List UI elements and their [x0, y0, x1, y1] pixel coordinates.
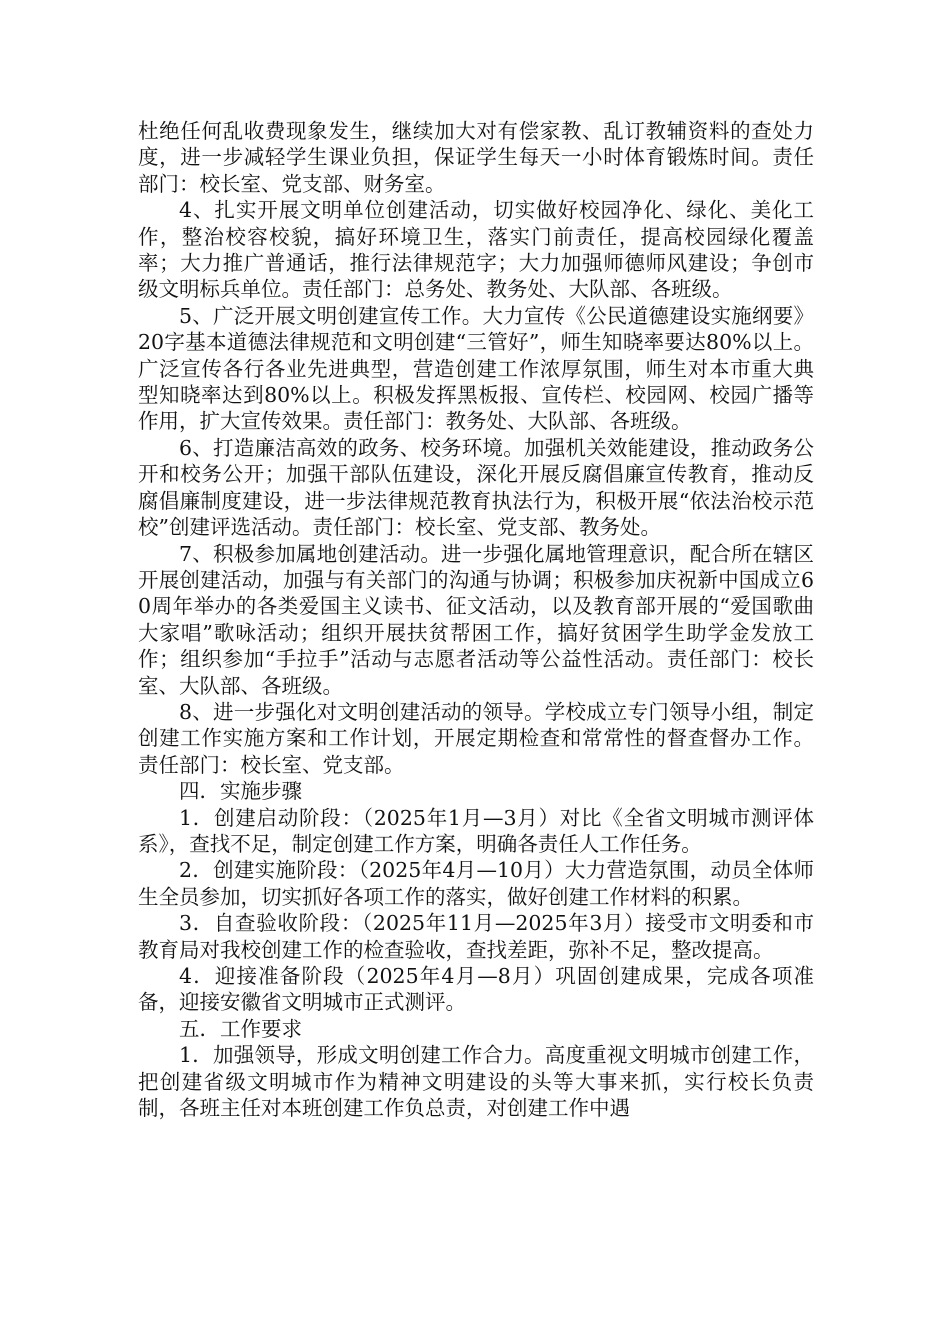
- paragraph-continuation: 杜绝任何乱收费现象发生，继续加大对有偿家教、乱订教辅资料的查处力度，进一步减轻学生课业负担，保证学生每天一小时体育锻炼时间。责任部门：校长室、党支部、财务室。: [138, 119, 814, 196]
- paragraph-item-7: 7、积极参加属地创建活动。进一步强化属地管理意识，配合所在辖区开展创建活动，加强与有关部门的沟通与协调；积极参加庆祝新中国成立60周年举办的各类爱国主义读书、征文活动，以及教育部开展的“爱国歌曲大家唱”歌咏活动；组织开展扶贫帮困工作，搞好贫困学生助学金发放工作；组织参加“手拉手”活动与志愿者活动等公益性活动。责任部门：校长室、大队部、各班级。: [138, 541, 814, 698]
- step-3: 3．自查验收阶段：（2025年11月—2025年3月）接受市文明委和市教育局对我校创建工作的检查验收，查找差距，弥补不足，整改提高。: [138, 911, 814, 962]
- requirement-1: 1．加强领导，形成文明创建工作合力。高度重视文明城市创建工作，把创建省级文明城市作为精神文明建设的头等大事来抓，实行校长负责制，各班主任对本班创建工作负总责，对创建工作中遇: [138, 1043, 814, 1121]
- document-body: [138, 118, 814, 1121]
- section-heading-work-requirements: 五．工作要求: [179, 1016, 302, 1041]
- section-heading-implementation-steps: 四．实施步骤: [179, 779, 302, 804]
- step-4: 4．迎接准备阶段（2025年4月—8月）巩固创建成果，完成各项准备，迎接安徽省文明城市正式测评。: [138, 964, 814, 1015]
- step-2: 2．创建实施阶段：（2025年4月—10月）大力营造氛围，动员全体师生全员参加，切实抓好各项工作的落实，做好创建工作材料的积累。: [138, 858, 814, 909]
- paragraph-item-5: 5、广泛开展文明创建宣传工作。大力宣传《公民道德建设实施纲要》20字基本道德法律规范和文明创建“三管好”，师生知晓率要达80%以上。广泛宣传各行各业先进典型，营造创建工作浓厚氛围，师生对本市重大典型知晓率达到80%以上。积极发挥黑板报、宣传栏、校园网、校园广播等作用，扩大宣传效果。责任部门：教务处、大队部、各班级。: [138, 303, 814, 434]
- paragraph-item-4: 4、扎实开展文明单位创建活动，切实做好校园净化、绿化、美化工作，整治校容校貌，搞好环境卫生，落实门前责任，提高校园绿化覆盖率；大力推广普通话，推行法律规范字；大力加强师德师风建设；争创市级文明标兵单位。责任部门：总务处、教务处、大队部、各班级。: [138, 198, 814, 302]
- step-1: 1．创建启动阶段：（2025年1月—3月）对比《全省文明城市测评体系》，查找不足，制定创建工作方案，明确各责任人工作任务。: [138, 805, 814, 856]
- paragraph-item-8: 8、进一步强化对文明创建活动的领导。学校成立专门领导小组，制定创建工作实施方案和工作计划，开展定期检查和常常性的督查督办工作。责任部门：校长室、党支部。: [138, 699, 814, 777]
- paragraph-item-6: 6、打造廉洁高效的政务、校务环境。加强机关效能建设，推动政务公开和校务公开；加强干部队伍建设，深化开展反腐倡廉宣传教育，推动反腐倡廉制度建设，进一步法律规范教育执法行为，积极开展“依法治校示范校”创建评选活动。责任部门：校长室、党支部、教务处。: [138, 435, 814, 540]
